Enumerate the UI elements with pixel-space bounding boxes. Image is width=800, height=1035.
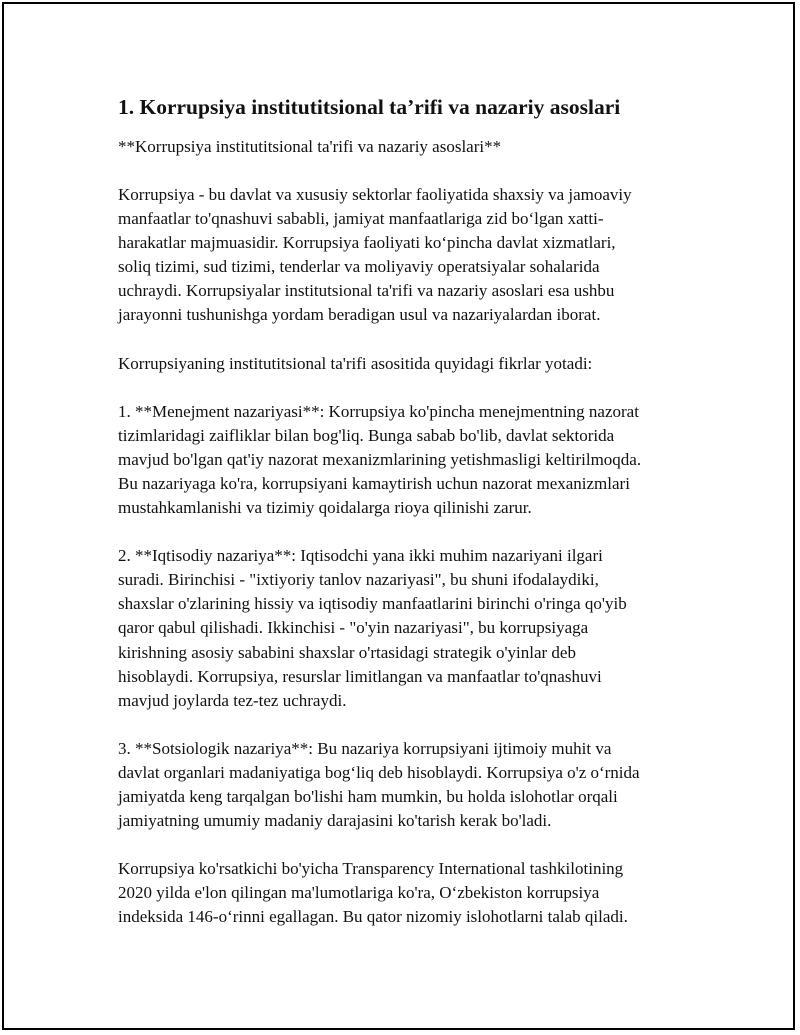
paragraph-intro <box>118 352 688 376</box>
text-line: indeksida 146-o‘rinni egallagan. Bu qator nizomiy islohotlarni talab qiladi. <box>118 907 628 927</box>
paragraph-economic-theory <box>118 544 688 713</box>
text-line: Korrupsiya ko'rsatkichi bo'yicha Transparency International tashkilotining <box>118 859 624 879</box>
document-subtitle: **Korrupsiya institutitsional ta'rifi va nazariy asoslari** <box>118 137 502 156</box>
text-line: jarayonni tushunishga yordam beradigan usul va nazariyalardan iborat. <box>118 305 601 325</box>
text-line: Korrupsiya - bu davlat va xususiy sektorlar faoliyatida shaxsiy va jamoaviy <box>118 185 632 204</box>
paragraph-management-theory <box>118 400 688 520</box>
text-line: harakatlar majmuasidir. Korrupsiya faoliyati ko‘pincha davlat xizmatlari, <box>118 233 616 253</box>
text-line: 2. **Iqtisodiy nazariya**: Iqtisodchi yana ikki muhim nazariyani ilgari <box>118 546 603 566</box>
text-line: tizimlaridagi zaifliklar bilan bog'liq. Bunga sabab bo'lib, davlat sektorida <box>118 425 615 445</box>
text-line: kirishning asosiy sababini shaxslar o'rtasidagi strategik o'yinlar deb <box>118 642 576 662</box>
text-line: davlat organlari madaniyatiga bog‘liq deb hisoblaydi. Korrupsiya o'z o‘rnida <box>118 762 640 782</box>
paragraph-definition <box>118 183 688 328</box>
text-line: 2020 yilda e'lon qilingan ma'lumotlariga ko'ra, O‘zbekiston korrupsiya <box>118 883 600 903</box>
text-line: mavjud joylarda tez-tez uchraydi. <box>118 690 347 710</box>
text-line: 1. **Menejment nazariyasi**: Korrupsiya ko'pincha menejmentning nazorat <box>118 401 639 421</box>
text-line: shaxslar o'zlarining hissiy va iqtisodiy manfaatlarini birinchi o'ringa qo'yib <box>118 594 627 614</box>
text-line: Korrupsiyaning institutitsional ta'rifi asositida quyidagi fikrlar yotadi: <box>118 353 593 373</box>
text-line: manfaatlar to'qnashuvi sababli, jamiyat manfaatlariga zid bo‘lgan xatti- <box>118 209 604 229</box>
text-line: hisoblaydi. Korrupsiya, resurslar limitlangan va manfaatlar to'qnashuvi <box>118 666 602 686</box>
text-line: mustahkamlanishi va tizimiy qoidalarga rioya qilinishi zarur. <box>118 498 532 518</box>
paragraph-sociological-theory <box>118 737 688 833</box>
text-line: jamiyatning umumiy madaniy darajasini ko'tarish kerak bo'ladi. <box>118 811 552 831</box>
paragraph-transparency-index <box>118 857 688 929</box>
document-title: 1. Korrupsiya institutitsional ta’rifi va nazariy asoslari <box>118 95 621 119</box>
text-line: suradi. Birinchisi - "ixtiyoriy tanlov nazariyasi", bu shuni ifodalaydiki, <box>118 570 599 590</box>
text-line: jamiyatda keng tarqalgan bo'lishi ham mumkin, bu holda islohotlar orqali <box>118 786 618 806</box>
text-line: soliq tizimi, sud tizimi, tenderlar va moliyaviy operatsiyalar sohalarida <box>118 257 600 277</box>
text-line: uchraydi. Korrupsiyalar institutsional ta'rifi va nazariy asoslari esa ushbu <box>118 281 615 301</box>
text-line: 3. **Sotsiologik nazariya**: Bu nazariya korrupsiyani ijtimoiy muhit va <box>118 738 612 758</box>
text-line: qaror qabul qilishadi. Ikkinchisi - "o'yin nazariyasi", bu korrupsiyaga <box>118 618 589 638</box>
text-line: Bu nazariyaga ko'ra, korrupsiyani kamaytirish uchun nazorat mexanizmlari <box>118 473 630 493</box>
document-body <box>118 93 688 929</box>
text-line: mavjud bo'lgan qat'iy nazorat mexanizmlarining yetishmasligi keltirilmoqda. <box>118 449 642 469</box>
